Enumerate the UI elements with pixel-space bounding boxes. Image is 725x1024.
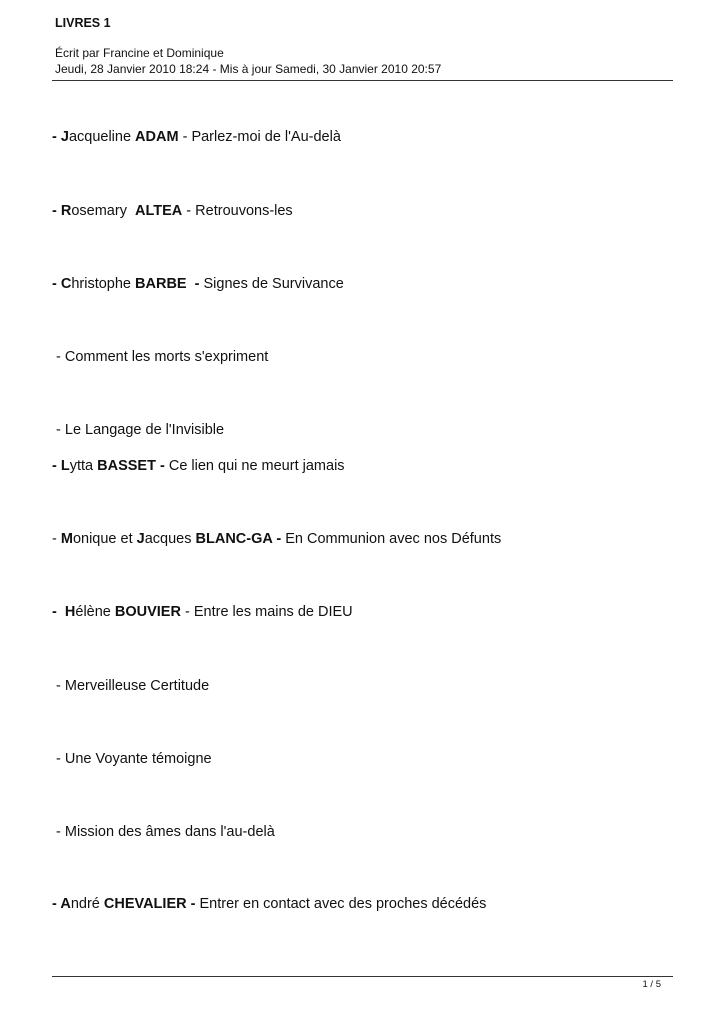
book-entry: - Jacqueline ADAM - Parlez-moi de l'Au-delà [52, 129, 341, 145]
author-surname: BASSET [97, 458, 156, 474]
book-entry: - Mission des âmes dans l'au-delà [52, 824, 275, 840]
footer-divider [52, 976, 673, 977]
book-title: Entre les mains de DIEU [193, 604, 353, 620]
book-entry: - Lytta BASSET - Ce lien qui ne meurt jamais [52, 458, 345, 474]
author-surname: BOUVIER [114, 604, 181, 620]
book-entry: - Rosemary ALTEA - Retrouvons-les [52, 203, 293, 219]
book-entry: - Hélène BOUVIER - Entre les mains de DIEU [52, 604, 353, 620]
page-number: 1 / 5 [642, 979, 661, 990]
author-surname: BLANC-GA [195, 531, 273, 547]
author-surname: BARBE [135, 276, 187, 292]
book-title: Signes de Survivance [203, 276, 344, 292]
book-title: En Communion avec nos Défunts [285, 531, 502, 547]
author-surname: CHEVALIER [103, 896, 187, 912]
date-line: Jeudi, 28 Janvier 2010 18:24 - Mis à jour Samedi, 30 Janvier 2010 20:57 [55, 62, 442, 76]
book-title: Retrouvons-les [195, 203, 293, 219]
book-title: Ce lien qui ne meurt jamais [168, 458, 345, 474]
book-entry: - Comment les morts s'expriment [52, 349, 269, 365]
book-entry: - Christophe BARBE - Signes de Survivance [52, 276, 344, 292]
author-surname: ALTEA [135, 203, 183, 219]
book-entry: - Monique et Jacques BLANC-GA - En Communion avec nos Défunts [52, 531, 502, 547]
header-divider [52, 80, 673, 81]
book-entry: - Une Voyante témoigne [52, 751, 212, 767]
author-line: Écrit par Francine et Dominique [55, 46, 224, 60]
book-entry: - Le Langage de l'Invisible [52, 422, 225, 438]
page-title: LIVRES 1 [55, 16, 111, 30]
book-title: Parlez-moi de l'Au-delà [191, 129, 341, 145]
book-entry: - Merveilleuse Certitude [52, 678, 210, 694]
book-title: Entrer en contact avec des proches décédés [199, 896, 487, 912]
book-entry: - André CHEVALIER - Entrer en contact avec des proches décédés [52, 896, 487, 912]
author-surname: ADAM [135, 129, 179, 145]
